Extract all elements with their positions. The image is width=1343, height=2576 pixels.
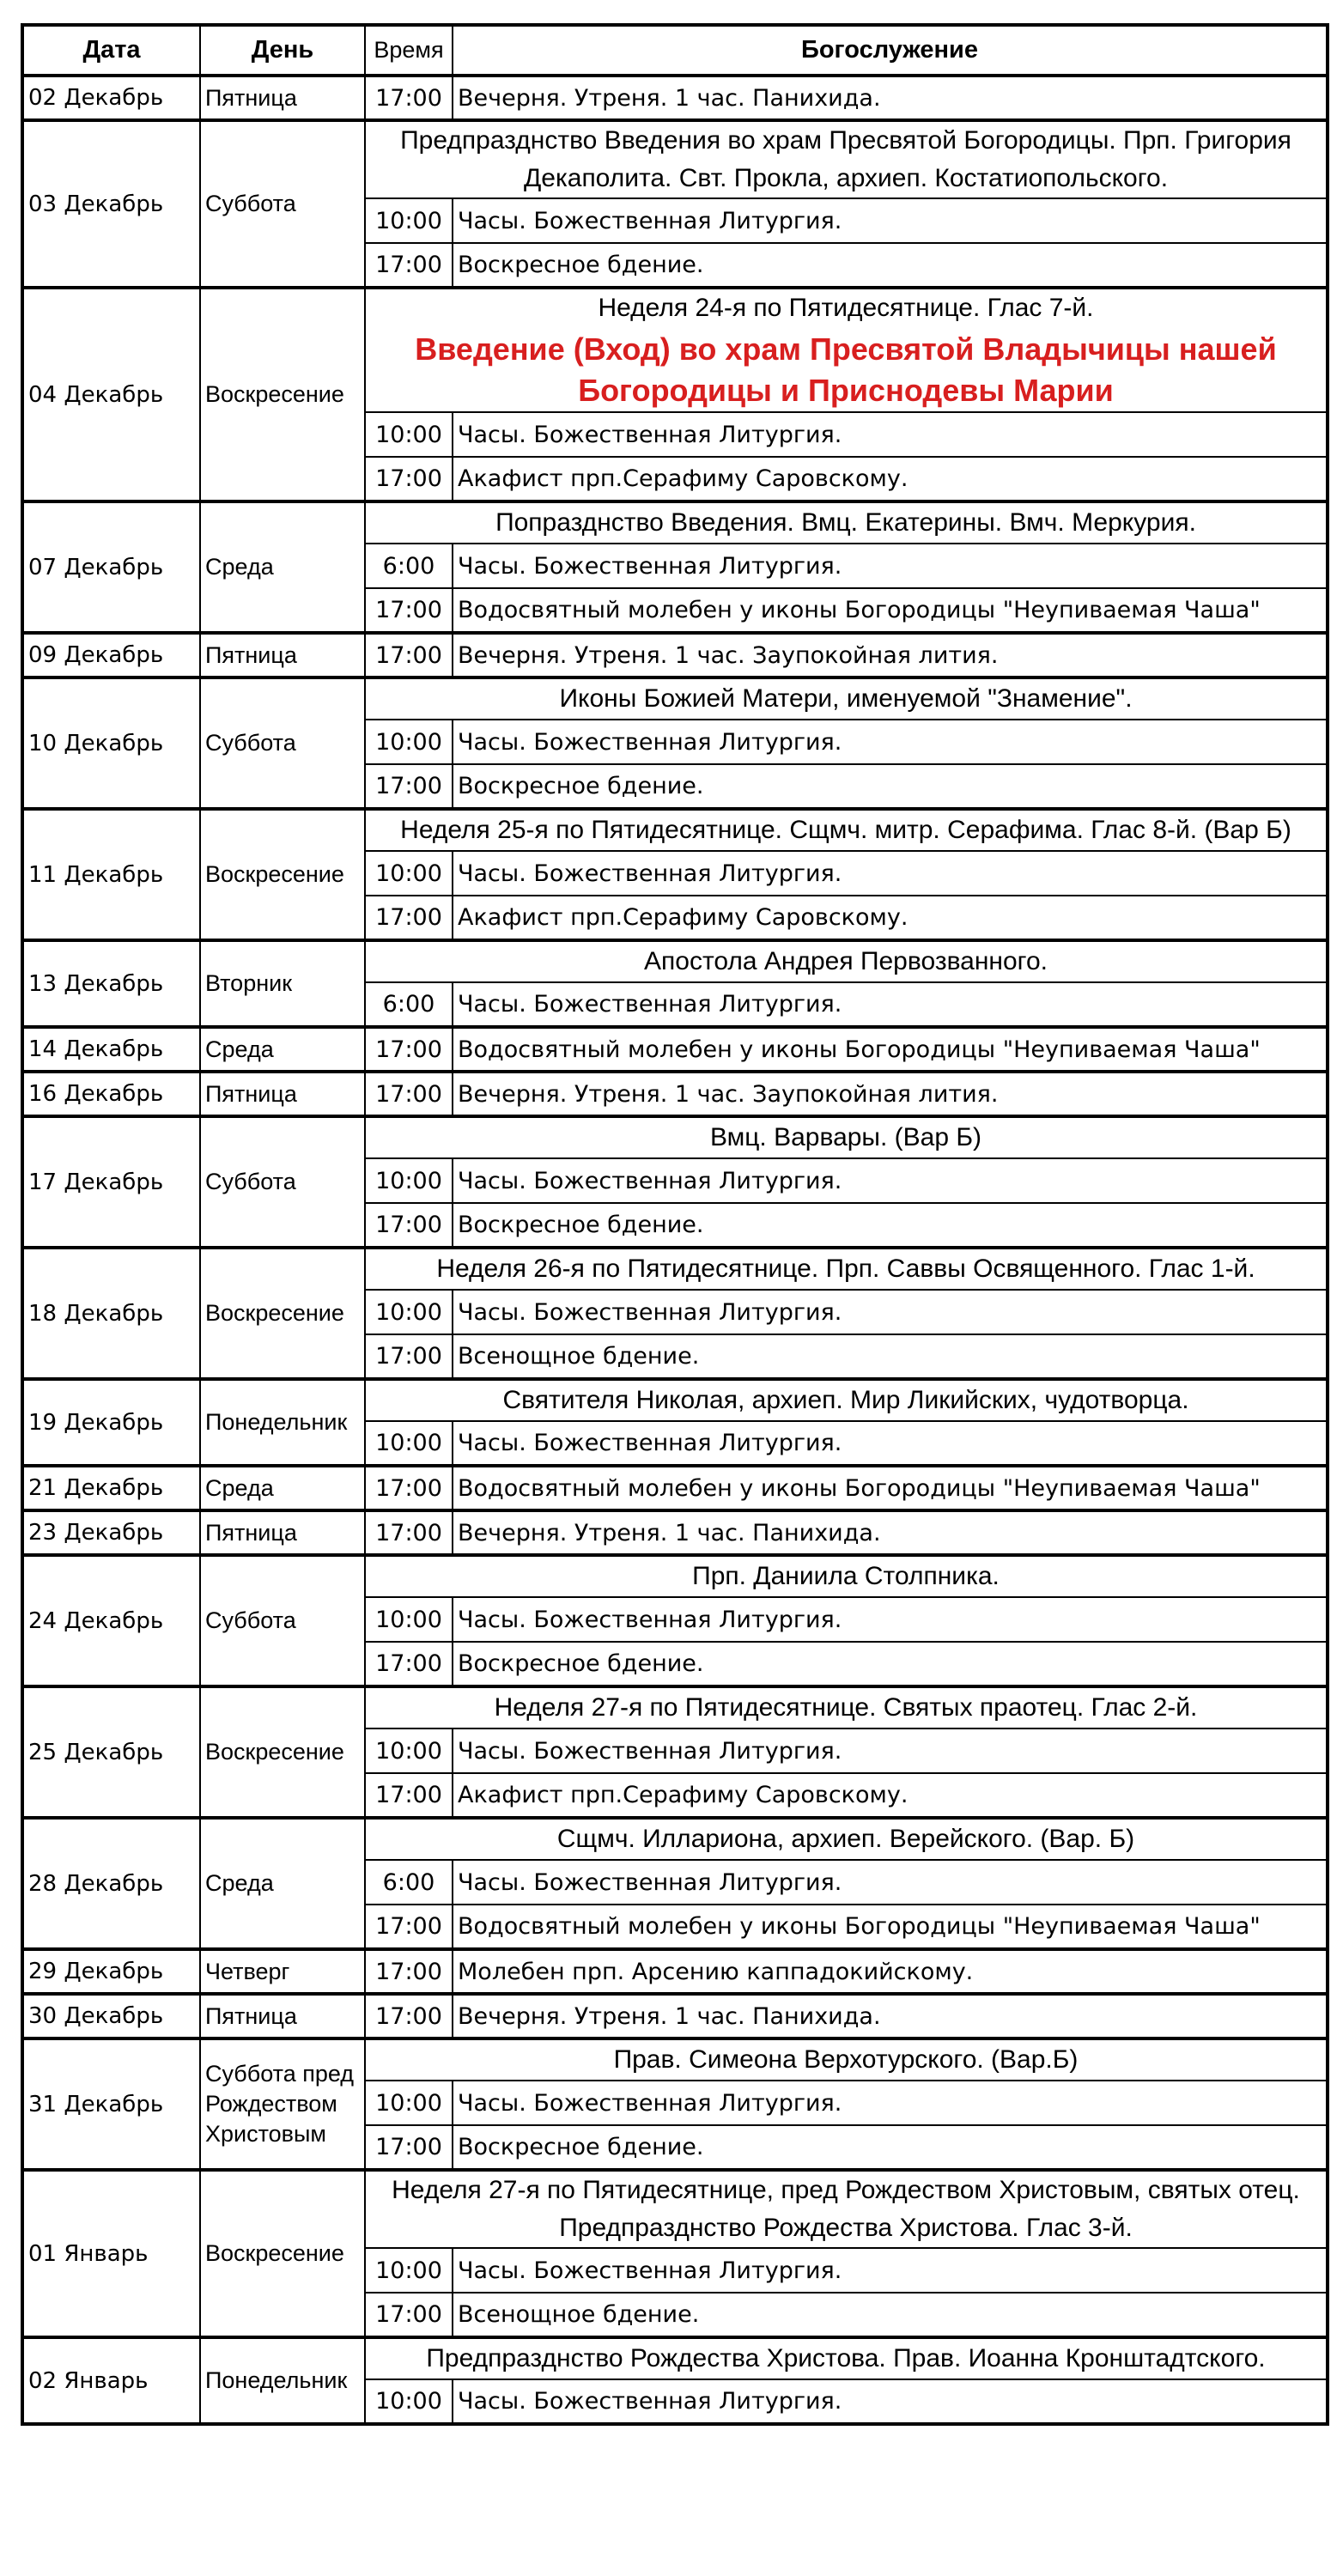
service-time: 17:00 <box>365 2125 453 2170</box>
day-date: 24 Декабрь <box>22 1555 200 1686</box>
day-date: 23 Декабрь <box>22 1510 200 1555</box>
day-row <box>22 2337 1328 2379</box>
day-feast-title <box>365 288 1328 412</box>
schedule-body <box>22 76 1328 2424</box>
service-text: Воскресное бдение. <box>453 243 1328 288</box>
service-time: 10:00 <box>365 198 453 243</box>
day-name: Пятница <box>200 1072 365 1116</box>
day-date: 25 Декабрь <box>22 1686 200 1818</box>
day-row <box>22 1072 1328 1116</box>
day-name: Пятница <box>200 76 365 120</box>
service-text: Часы. Божественная Литургия. <box>453 2081 1328 2125</box>
service-time: 17:00 <box>365 1466 453 1510</box>
day-date: 28 Декабрь <box>22 1818 200 1949</box>
service-text: Часы. Божественная Литургия. <box>453 1158 1328 1203</box>
day-row <box>22 1466 1328 1510</box>
service-text: Часы. Божественная Литургия. <box>453 1728 1328 1773</box>
service-text: Часы. Божественная Литургия. <box>453 1597 1328 1642</box>
day-date: 21 Декабрь <box>22 1466 200 1510</box>
day-feast-title <box>365 1379 1328 1421</box>
header-day: День <box>200 25 365 76</box>
day-row <box>22 1116 1328 1158</box>
feast-title-text: Предпразднство Введения во храм Пресвятой Богородицы. Прп. Григория Декаполита. Свт. Прокла, архиеп. Костатиопольского. <box>400 126 1291 192</box>
day-name: Понедельник <box>200 1379 365 1466</box>
day-feast-title <box>365 1555 1328 1597</box>
day-name: Суббота <box>200 1555 365 1686</box>
service-text: Молебен прп. Арсению каппадокийскому. <box>453 1949 1328 1994</box>
service-text: Часы. Божественная Литургия. <box>453 2379 1328 2424</box>
feast-title-text: Неделя 27-я по Пятидесятнице, пред Рождеством Христовым, святых отец. Предпразднство Рождества Христова. Глас 3-й. <box>392 2176 1300 2242</box>
service-time: 17:00 <box>365 588 453 633</box>
schedule-sheet <box>21 23 1326 2426</box>
service-text: Акафист прп.Серафиму Саровскому. <box>453 1773 1328 1818</box>
service-text: Всенощное бдение. <box>453 1334 1328 1379</box>
service-text: Акафист прп.Серафиму Саровскому. <box>453 896 1328 940</box>
service-time: 6:00 <box>365 544 453 588</box>
service-text: Вечерня. Утреня. 1 час. Панихида. <box>453 1510 1328 1555</box>
day-date: 03 Декабрь <box>22 120 200 288</box>
service-time: 17:00 <box>365 1949 453 1994</box>
feast-title-text: Апостола Андрея Первозванного. <box>644 947 1048 975</box>
service-time: 17:00 <box>365 1642 453 1686</box>
feast-title-text: Вмц. Варвары. (Вар Б) <box>709 1123 982 1151</box>
service-time: 6:00 <box>365 982 453 1027</box>
service-text: Водосвятный молебен у иконы Богородицы "Неупиваемая Чаша" <box>453 1027 1328 1072</box>
day-feast-title <box>365 2170 1328 2248</box>
service-text: Вечерня. Утреня. 1 час. Заупокойная лития. <box>453 1072 1328 1116</box>
service-time: 17:00 <box>365 896 453 940</box>
day-date: 09 Декабрь <box>22 633 200 677</box>
great-feast-text: Введение (Вход) во храм Пресвятой Владычицы нашей Богородицы и Приснодевы Марии <box>415 331 1277 408</box>
day-date: 31 Декабрь <box>22 2038 200 2170</box>
day-name: Среда <box>200 1027 365 1072</box>
day-date: 29 Декабрь <box>22 1949 200 1994</box>
service-time: 17:00 <box>365 1905 453 1949</box>
service-time: 10:00 <box>365 1290 453 1334</box>
feast-title-text: Попразднство Введения. Вмц. Екатерины. Вмч. Меркурия. <box>495 508 1196 537</box>
day-name: Воскресение <box>200 288 365 501</box>
service-text: Водосвятный молебен у иконы Богородицы "Неупиваемая Чаша" <box>453 588 1328 633</box>
day-row <box>22 1686 1328 1728</box>
day-name: Воскресение <box>200 1248 365 1379</box>
feast-title-text: Предпразднство Рождества Христова. Прав. Иоанна Кронштадтского. <box>426 2344 1266 2372</box>
day-name: Пятница <box>200 633 365 677</box>
service-text: Вечерня. Утреня. 1 час. Панихида. <box>453 1994 1328 2038</box>
service-time: 17:00 <box>365 1072 453 1116</box>
day-row <box>22 1248 1328 1290</box>
service-time: 17:00 <box>365 1334 453 1379</box>
service-time: 10:00 <box>365 1728 453 1773</box>
day-date: 10 Декабрь <box>22 677 200 809</box>
day-row <box>22 809 1328 851</box>
day-date: 14 Декабрь <box>22 1027 200 1072</box>
day-row <box>22 1994 1328 2038</box>
day-row <box>22 2170 1328 2248</box>
service-time: 17:00 <box>365 1510 453 1555</box>
service-text: Часы. Божественная Литургия. <box>453 1421 1328 1466</box>
day-feast-title <box>365 677 1328 720</box>
feast-title-text: Святителя Николая, архиеп. Мир Ликийских, чудотворца. <box>502 1386 1189 1414</box>
day-date: 11 Декабрь <box>22 809 200 940</box>
service-text: Часы. Божественная Литургия. <box>453 982 1328 1027</box>
service-text: Воскресное бдение. <box>453 1203 1328 1248</box>
day-row <box>22 76 1328 120</box>
service-time: 10:00 <box>365 412 453 457</box>
day-row <box>22 288 1328 412</box>
day-feast-title <box>365 809 1328 851</box>
service-time: 17:00 <box>365 633 453 677</box>
service-text: Часы. Божественная Литургия. <box>453 412 1328 457</box>
service-time: 10:00 <box>365 2081 453 2125</box>
day-feast-title <box>365 120 1328 198</box>
day-name: Суббота <box>200 1116 365 1248</box>
day-row <box>22 1555 1328 1597</box>
day-row <box>22 1949 1328 1994</box>
day-feast-title <box>365 2337 1328 2379</box>
feast-title-text: Неделя 24-я по Пятидесятнице. Глас 7-й. <box>598 294 1094 322</box>
day-feast-title <box>365 2038 1328 2081</box>
service-time: 10:00 <box>365 851 453 896</box>
service-time: 17:00 <box>365 457 453 501</box>
service-time: 17:00 <box>365 76 453 120</box>
day-date: 30 Декабрь <box>22 1994 200 2038</box>
header-date: Дата <box>22 25 200 76</box>
day-name: Воскресение <box>200 809 365 940</box>
day-feast-title <box>365 1248 1328 1290</box>
header-time: Время <box>365 25 453 76</box>
day-feast-title <box>365 1686 1328 1728</box>
schedule-table <box>21 23 1329 2426</box>
day-row <box>22 2038 1328 2081</box>
day-date: 18 Декабрь <box>22 1248 200 1379</box>
day-name: Воскресение <box>200 1686 365 1818</box>
day-row <box>22 1818 1328 1860</box>
day-name: Пятница <box>200 1510 365 1555</box>
feast-title-text: Неделя 25-я по Пятидесятнице. Сщмч. митр. Серафима. Глас 8-й. (Вар Б) <box>400 816 1291 844</box>
service-time: 6:00 <box>365 1860 453 1905</box>
service-text: Часы. Божественная Литургия. <box>453 851 1328 896</box>
service-time: 10:00 <box>365 1158 453 1203</box>
day-feast-title <box>365 940 1328 982</box>
service-text: Часы. Божественная Литургия. <box>453 198 1328 243</box>
service-time: 17:00 <box>365 243 453 288</box>
header-service: Богослужение <box>453 25 1328 76</box>
feast-title-text: Сщмч. Иллариона, архиеп. Верейского. (Вар. Б) <box>556 1825 1135 1853</box>
service-text: Воскресное бдение. <box>453 2125 1328 2170</box>
service-time: 17:00 <box>365 1773 453 1818</box>
day-row <box>22 1027 1328 1072</box>
day-row <box>22 677 1328 720</box>
service-text: Акафист прп.Серафиму Саровскому. <box>453 457 1328 501</box>
day-name: Среда <box>200 1466 365 1510</box>
day-name: Воскресение <box>200 2170 365 2337</box>
service-time: 17:00 <box>365 1203 453 1248</box>
header-row <box>22 25 1328 76</box>
service-time: 10:00 <box>365 1597 453 1642</box>
service-text: Водосвятный молебен у иконы Богородицы "Неупиваемая Чаша" <box>453 1905 1328 1949</box>
feast-title-text: Неделя 26-я по Пятидесятнице. Прп. Саввы Освященного. Глас 1-й. <box>436 1255 1255 1283</box>
service-time: 10:00 <box>365 720 453 764</box>
service-text: Водосвятный молебен у иконы Богородицы "Неупиваемая Чаша" <box>453 1466 1328 1510</box>
day-date: 02 Январь <box>22 2337 200 2424</box>
day-row <box>22 940 1328 982</box>
service-text: Воскресное бдение. <box>453 764 1328 809</box>
service-text: Всенощное бдение. <box>453 2293 1328 2337</box>
day-feast-title <box>365 1818 1328 1860</box>
service-time: 10:00 <box>365 2248 453 2293</box>
day-row <box>22 120 1328 198</box>
day-date: 02 Декабрь <box>22 76 200 120</box>
day-name: Вторник <box>200 940 365 1027</box>
day-name: Четверг <box>200 1949 365 1994</box>
service-time: 17:00 <box>365 1994 453 2038</box>
service-time: 17:00 <box>365 764 453 809</box>
day-row <box>22 501 1328 544</box>
day-name: Суббота пред Рождеством Христовым <box>200 2038 365 2170</box>
service-time: 10:00 <box>365 1421 453 1466</box>
day-date: 01 Январь <box>22 2170 200 2337</box>
day-date: 07 Декабрь <box>22 501 200 633</box>
day-row <box>22 1379 1328 1421</box>
day-date: 19 Декабрь <box>22 1379 200 1466</box>
service-time: 17:00 <box>365 1027 453 1072</box>
service-time: 10:00 <box>365 2379 453 2424</box>
feast-title-text: Прав. Симеона Верхотурского. (Вар.Б) <box>613 2045 1079 2074</box>
service-text: Часы. Божественная Литургия. <box>453 1860 1328 1905</box>
feast-title-text: Неделя 27-я по Пятидесятнице. Святых праотец. Глас 2-й. <box>494 1693 1198 1722</box>
day-date: 16 Декабрь <box>22 1072 200 1116</box>
day-feast-title <box>365 501 1328 544</box>
feast-title-text: Иконы Божией Матери, именуемой "Знамение". <box>559 684 1133 713</box>
day-name: Пятница <box>200 1994 365 2038</box>
day-name: Суббота <box>200 677 365 809</box>
service-time: 17:00 <box>365 2293 453 2337</box>
day-date: 04 Декабрь <box>22 288 200 501</box>
service-text: Вечерня. Утреня. 1 час. Заупокойная лития. <box>453 633 1328 677</box>
day-date: 17 Декабрь <box>22 1116 200 1248</box>
day-name: Среда <box>200 501 365 633</box>
service-text: Часы. Божественная Литургия. <box>453 544 1328 588</box>
service-text: Вечерня. Утреня. 1 час. Панихида. <box>453 76 1328 120</box>
day-feast-title <box>365 1116 1328 1158</box>
day-name: Понедельник <box>200 2337 365 2424</box>
service-text: Часы. Божественная Литургия. <box>453 720 1328 764</box>
service-text: Воскресное бдение. <box>453 1642 1328 1686</box>
service-text: Часы. Божественная Литургия. <box>453 2248 1328 2293</box>
day-row <box>22 633 1328 677</box>
feast-title-text: Прп. Даниила Столпника. <box>692 1562 1000 1590</box>
day-name: Суббота <box>200 120 365 288</box>
day-name: Среда <box>200 1818 365 1949</box>
service-text: Часы. Божественная Литургия. <box>453 1290 1328 1334</box>
day-row <box>22 1510 1328 1555</box>
day-date: 13 Декабрь <box>22 940 200 1027</box>
